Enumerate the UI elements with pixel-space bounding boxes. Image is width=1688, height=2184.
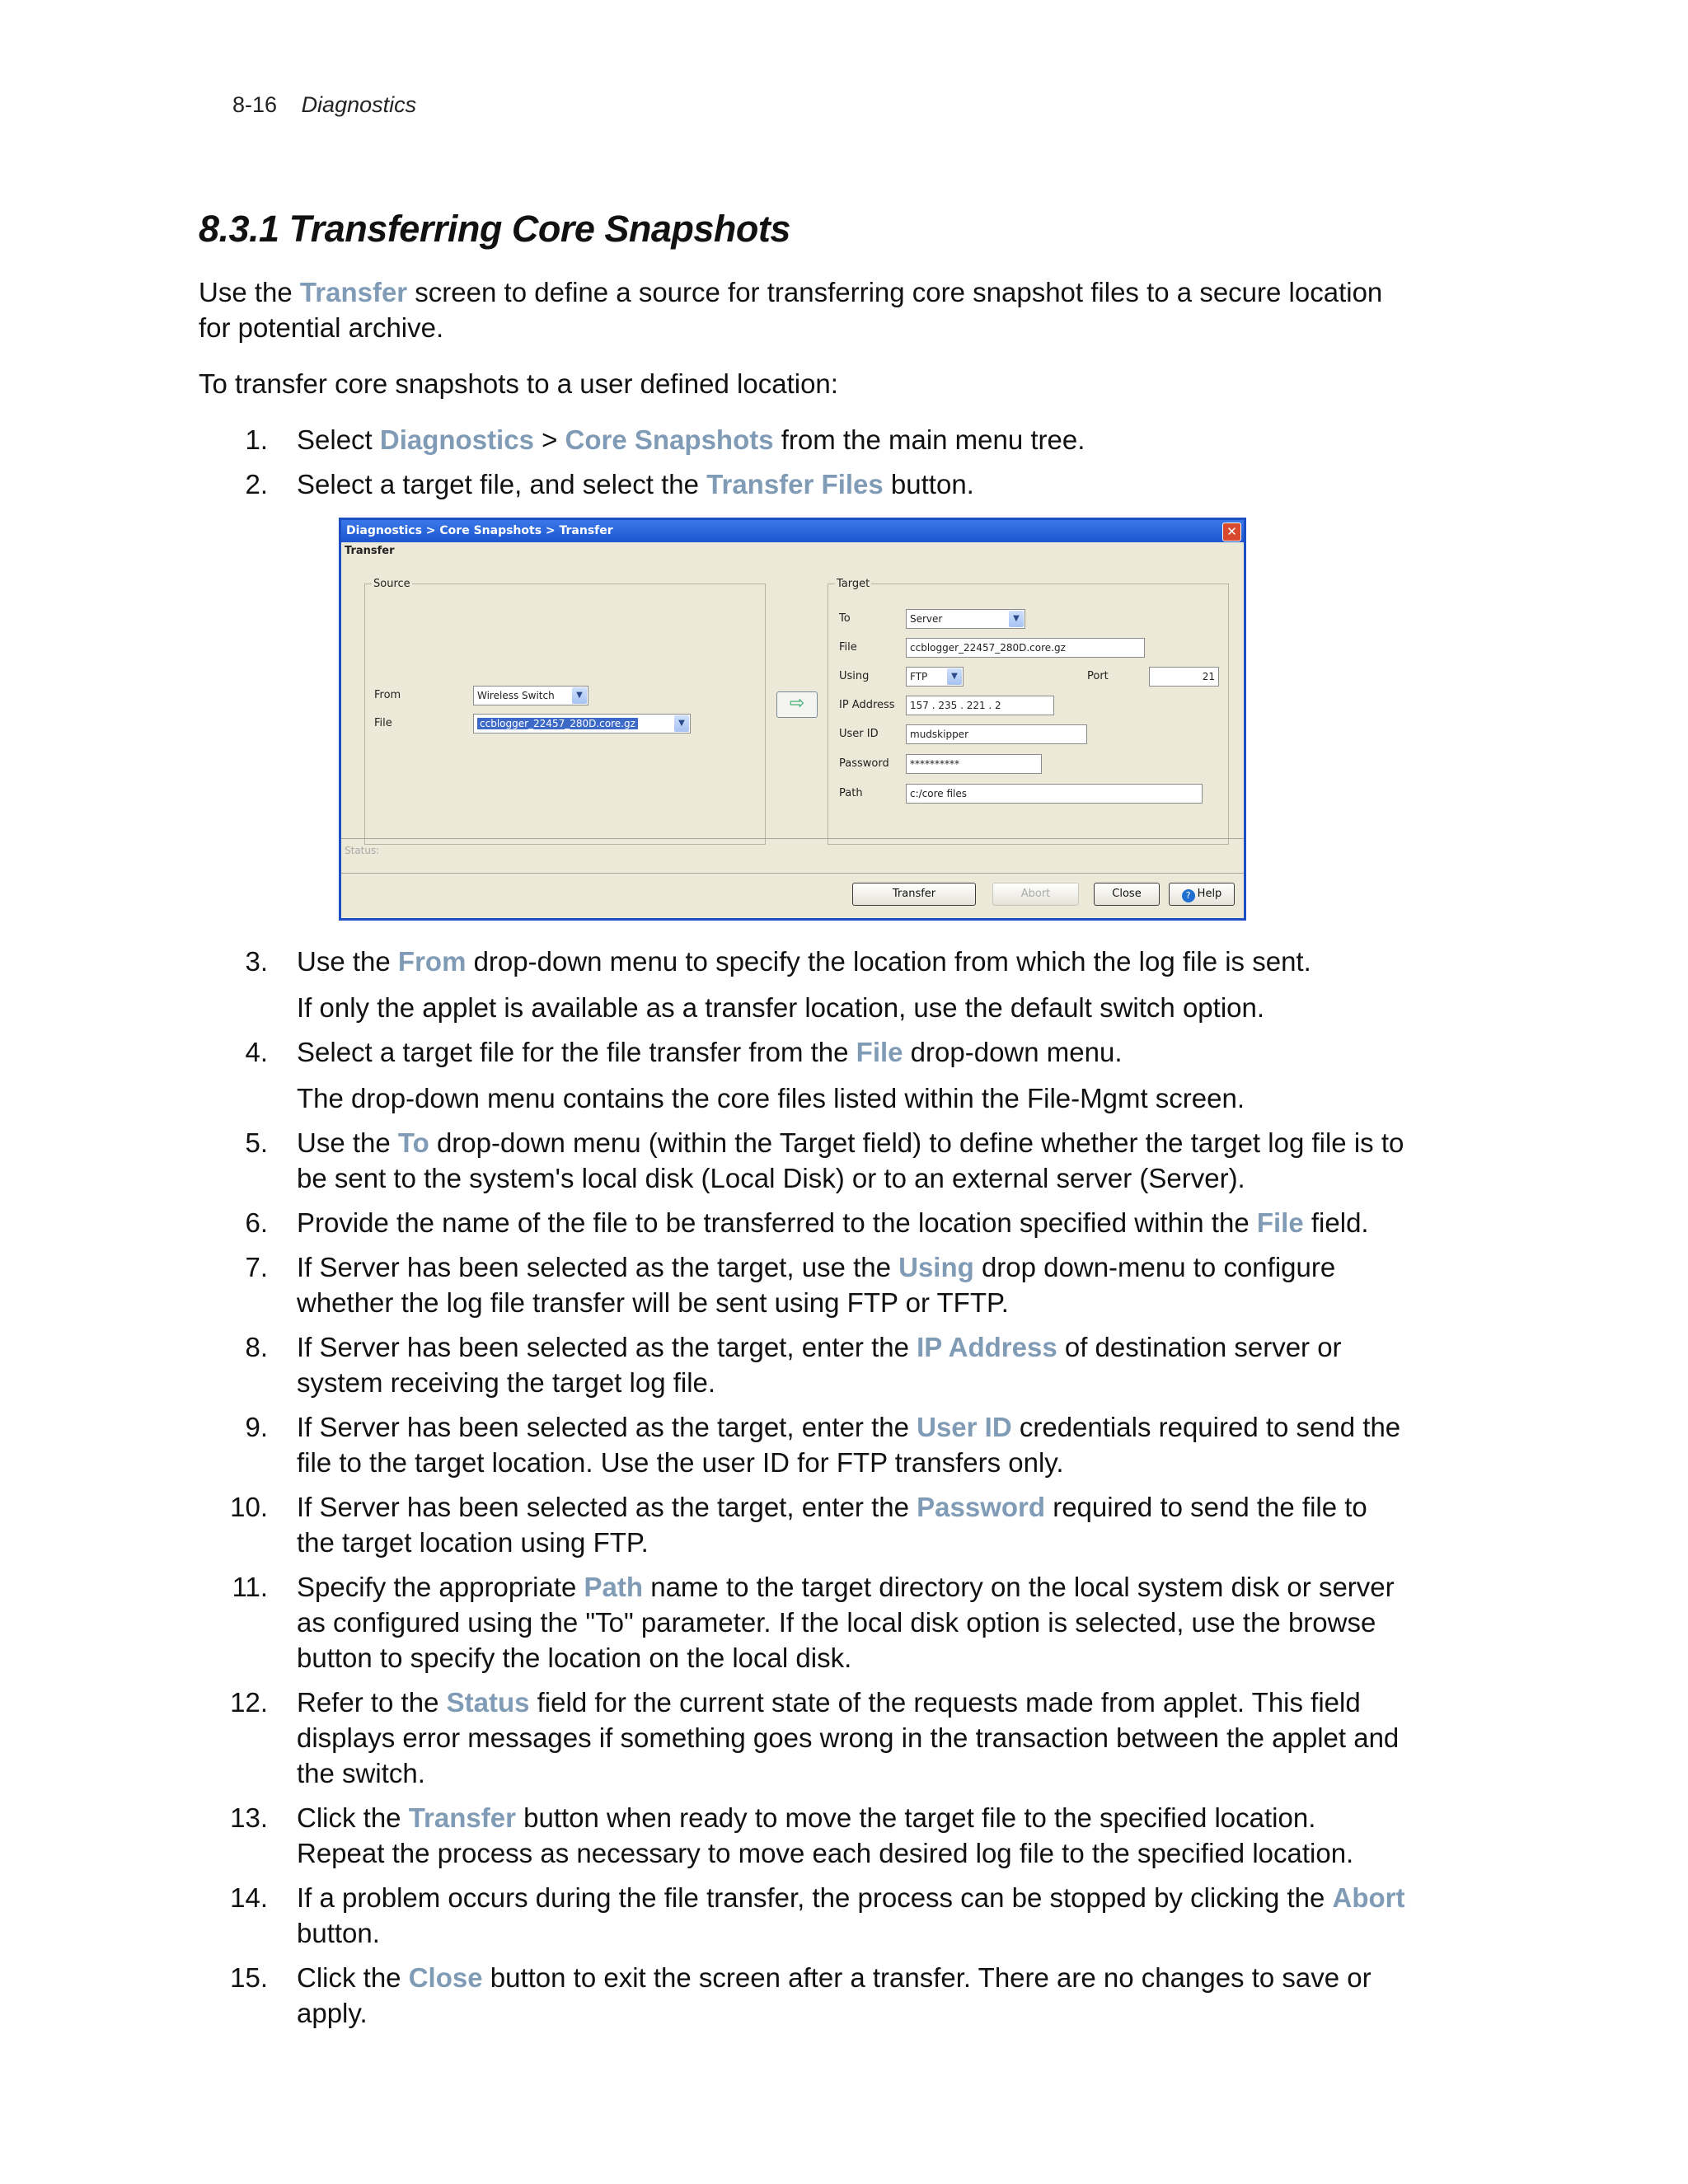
help-button[interactable]: [1169, 883, 1235, 906]
step-note: The drop-down menu contains the core files listed within the File-Mgmt screen.: [297, 1083, 1245, 1113]
target-to-dropdown[interactable]: [906, 609, 1025, 629]
panel-title: Transfer: [345, 545, 395, 557]
step-number: 5.: [245, 1127, 268, 1158]
step-text: drop-down menu (within the Target field) to define whether the target log file is to be sent to the system's local disk (Local Disk) or to an external server (Server).: [297, 1127, 1404, 1193]
header-section: Diagnostics: [301, 92, 417, 117]
step-number: 12.: [230, 1687, 268, 1718]
step-text: Use the: [297, 1127, 398, 1158]
step-text: from the main menu tree.: [773, 424, 1085, 455]
chevron-down-icon[interactable]: ▼: [572, 687, 587, 704]
step-text: button.: [297, 1918, 380, 1948]
step-item: [199, 1880, 1410, 1951]
step-text: name to the target directory on the local system disk or server as configured using the "To" parameter. If the local disk option is selected, use the browse button to specify the location on the local disk.: [297, 1572, 1395, 1673]
step-item: [199, 1569, 1410, 1675]
step-text: Provide the name of the file to be transferred to the location specified within the: [297, 1207, 1257, 1238]
page-header: [232, 92, 416, 118]
target-ip-input[interactable]: 157 . 235 . 221 . 2: [906, 696, 1054, 715]
target-to-value: Server: [910, 613, 943, 625]
step-item: [199, 1329, 1410, 1400]
step-number: 2.: [245, 469, 268, 499]
target-to-label: To: [839, 612, 851, 625]
step-text: button to exit the screen after a transfer. There are no changes to save or apply.: [297, 1962, 1372, 2028]
step-term: User ID: [917, 1412, 1012, 1442]
step-number: 4.: [245, 1037, 268, 1067]
step-text: Specify the appropriate: [297, 1572, 584, 1602]
source-legend: Source: [373, 578, 410, 590]
step-term: Password: [917, 1492, 1046, 1522]
target-legend: Target: [837, 578, 870, 590]
step-text: If Server has been selected as the target, use the: [297, 1252, 899, 1282]
step-term: Core Snapshots: [565, 424, 774, 455]
step-number: 13.: [230, 1802, 268, 1833]
steps-before-list: [199, 422, 1410, 511]
step-text: button when ready to move the target file to the specified location. Repeat the process as necessary to move each desired log file to the specified location.: [297, 1802, 1354, 1868]
step-number: 6.: [245, 1207, 268, 1238]
step-term: To: [397, 1127, 429, 1158]
step-term: Path: [584, 1572, 644, 1602]
step-term: Close: [408, 1962, 483, 1993]
step-number: 3.: [245, 946, 268, 977]
step-text: Select a target file for the file transfer from the: [297, 1037, 856, 1067]
step-text: Use the: [297, 946, 398, 977]
step-term: File: [856, 1037, 903, 1067]
step-item: [199, 1685, 1410, 1791]
lead-in: To transfer core snapshots to a user defined location:: [199, 368, 838, 399]
step-number: 8.: [245, 1332, 268, 1362]
step-number: 1.: [245, 424, 268, 455]
step-term: Transfer: [408, 1802, 516, 1833]
help-icon: ?: [1182, 889, 1195, 902]
source-from-label: From: [374, 689, 401, 701]
step-text: Click the: [297, 1802, 409, 1833]
step-term: From: [397, 946, 467, 977]
target-using-label: Using: [839, 670, 870, 682]
step-item: [199, 466, 1410, 502]
step-item: [199, 1249, 1410, 1320]
transfer-button[interactable]: Transfer: [852, 883, 976, 906]
step-text: field.: [1303, 1207, 1369, 1238]
target-using-dropdown[interactable]: [906, 667, 964, 687]
step-item: [199, 1409, 1410, 1480]
step-item: [199, 1125, 1410, 1196]
divider: [341, 873, 1244, 874]
step-item: [199, 1489, 1410, 1560]
step-text: >: [533, 424, 565, 455]
target-userid-input[interactable]: mudskipper: [906, 724, 1087, 744]
step-text: required to send the file to the target location using FTP.: [297, 1492, 1367, 1558]
step-term: IP Address: [917, 1332, 1057, 1362]
step-text: If a problem occurs during the file transfer, the process can be stopped by clicking the: [297, 1882, 1333, 1913]
transfer-window: [339, 518, 1246, 921]
chevron-down-icon[interactable]: ▼: [1009, 611, 1024, 627]
step-text: Select: [297, 424, 380, 455]
target-password-label: Password: [839, 757, 889, 770]
step-item: [199, 422, 1410, 457]
step-text: drop-down menu.: [903, 1037, 1123, 1067]
step-text: Click the: [297, 1962, 409, 1993]
source-file-value: ccblogger_22457_280D.core.gz: [477, 718, 638, 729]
status-label: Status:: [345, 845, 380, 856]
target-password-input[interactable]: **********: [906, 754, 1042, 774]
source-from-value: Wireless Switch: [477, 690, 555, 701]
intro-term: Transfer: [299, 277, 408, 307]
source-file-label: File: [374, 717, 392, 729]
step-text: button.: [883, 469, 974, 499]
step-text: Refer to the: [297, 1687, 447, 1718]
chevron-down-icon[interactable]: ▼: [947, 668, 962, 685]
step-item: [199, 1205, 1410, 1240]
target-port-label: Port: [1087, 670, 1109, 682]
step-text: credentials required to send the file to the target location. Use the user ID for FTP transfers only.: [297, 1412, 1401, 1478]
close-button[interactable]: Close: [1094, 883, 1160, 906]
abort-button[interactable]: Abort: [992, 883, 1079, 906]
step-text: field for the current state of the requests made from applet. This field displays error messages if something goes wrong in the transaction between the applet and the switch.: [297, 1687, 1400, 1788]
step-number: 7.: [245, 1252, 268, 1282]
help-label: Help: [1197, 888, 1222, 900]
close-icon[interactable]: ✕: [1222, 523, 1241, 541]
target-ip-label: IP Address: [839, 699, 895, 711]
step-text: If Server has been selected as the target, enter the: [297, 1332, 917, 1362]
section-title: 8.3.1 Transferring Core Snapshots: [199, 208, 790, 250]
divider: [341, 838, 1244, 839]
step-text: Select a target file, and select the: [297, 469, 707, 499]
target-userid-label: User ID: [839, 728, 879, 740]
target-path-input[interactable]: c:/core files: [906, 784, 1203, 804]
step-term: Diagnostics: [379, 424, 534, 455]
step-item: [199, 944, 1410, 1025]
step-term: File: [1256, 1207, 1304, 1238]
step-term: Status: [446, 1687, 530, 1718]
step-item: [199, 1960, 1410, 2031]
target-using-value: FTP: [910, 671, 928, 682]
transfer-arrow-icon: ⇨: [776, 691, 818, 718]
window-title-bar: Diagnostics > Core Snapshots > Transfer: [341, 520, 1244, 542]
step-item: [199, 1034, 1410, 1116]
step-note: If only the applet is available as a transfer location, use the default switch option.: [297, 992, 1265, 1023]
step-text: drop down-menu to configure whether the log file transfer will be sent using FTP or TFTP.: [297, 1252, 1336, 1318]
step-term: Abort: [1332, 1882, 1405, 1913]
source-file-dropdown[interactable]: [473, 714, 691, 733]
step-text: of destination server or system receiving the target log file.: [297, 1332, 1342, 1398]
intro-text-rest: screen to define a source for transferring core snapshot files to a secure location for potential archive.: [199, 277, 1383, 343]
step-number: 14.: [230, 1882, 268, 1913]
step-item: [199, 1800, 1410, 1871]
chevron-down-icon[interactable]: ▼: [674, 715, 689, 732]
step-term: Transfer Files: [706, 469, 884, 499]
target-path-label: Path: [839, 787, 863, 799]
target-port-input[interactable]: 21: [1149, 667, 1219, 687]
step-number: 9.: [245, 1412, 268, 1442]
step-text: If Server has been selected as the target, enter the: [297, 1412, 917, 1442]
page-number: 8-16: [232, 92, 278, 117]
step-number: 11.: [232, 1572, 268, 1602]
step-text: If Server has been selected as the target, enter the: [297, 1492, 917, 1522]
source-group: [364, 578, 766, 845]
source-from-dropdown[interactable]: [473, 686, 588, 705]
intro-text: Use the: [199, 277, 300, 307]
step-number: 15.: [230, 1962, 268, 1993]
target-file-label: File: [839, 641, 857, 654]
step-text: drop-down menu to specify the location from which the log file is sent.: [466, 946, 1311, 977]
target-file-input[interactable]: ccblogger_22457_280D.core.gz: [906, 638, 1145, 658]
steps-after-list: [199, 944, 1410, 2040]
intro-paragraph: [199, 274, 1402, 345]
step-term: Using: [898, 1252, 974, 1282]
step-number: 10.: [230, 1492, 268, 1522]
